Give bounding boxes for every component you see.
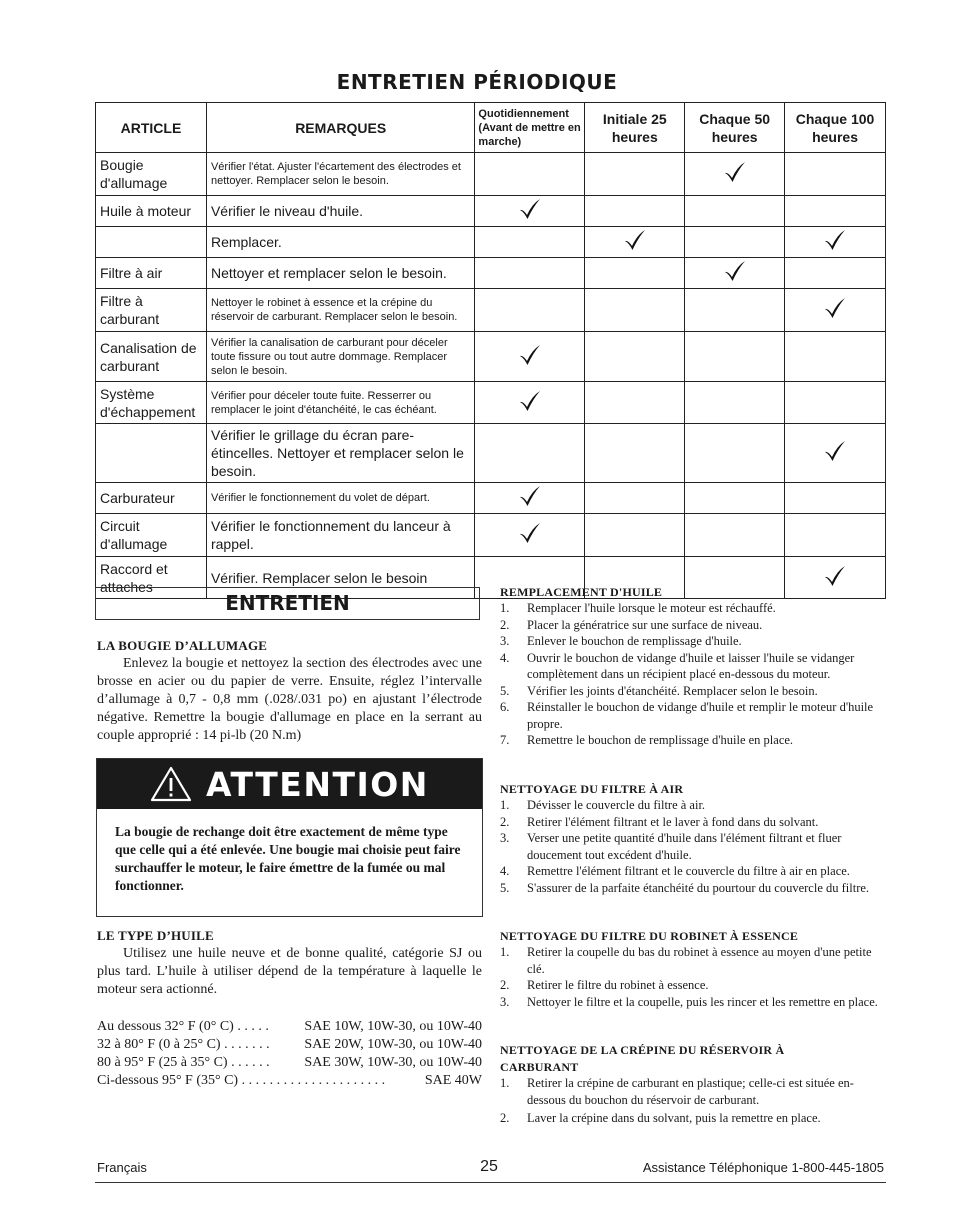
remark-cell: Vérifier le fonctionnement du lanceur à rappel.	[206, 514, 474, 557]
header-quotidiennement: Quotidiennement (Avant de mettre en marche)	[475, 103, 585, 153]
air-filter-steps	[500, 797, 886, 896]
remark-cell: Vérifier le grillage du écran pare-étincelles. Nettoyer et remplacer selon le besoin.	[206, 424, 474, 483]
step-text: Retirer la coupelle du bas du robinet à essence au moyen d'une petite clé.	[527, 945, 872, 976]
interval-cell	[685, 227, 785, 258]
oil-row	[97, 1072, 482, 1090]
header-initiale: Initiale 25 heures	[585, 103, 685, 153]
interval-cell	[685, 153, 785, 196]
oil-temp	[97, 1018, 269, 1036]
fuel-filter-heading: NETTOYAGE DU FILTRE DU ROBINET À ESSENCE	[500, 929, 799, 943]
interval-cell	[685, 258, 785, 289]
table-row	[96, 196, 886, 227]
step-text: Remettre le bouchon de remplissage d'huile en place.	[527, 733, 794, 747]
interval-cell	[785, 153, 886, 196]
header-100-heures: Chaque 100 heures	[785, 103, 886, 153]
interval-cell	[785, 196, 886, 227]
interval-cell	[475, 332, 585, 382]
interval-cell	[475, 227, 585, 258]
list-item: 3. Enlever le bouchon de remplissage d'huile.	[500, 633, 886, 650]
oil-grade: SAE 40W	[424, 1073, 482, 1088]
oil-temperature-table	[97, 1018, 482, 1090]
table-row	[96, 514, 886, 557]
remark-cell: Nettoyer le robinet à essence et la crépine du réservoir de carburant. Remplacer selon le besoin.	[206, 289, 474, 332]
oil-type-heading: LE TYPE D’HUILE	[97, 928, 214, 943]
interval-cell	[585, 258, 685, 289]
interval-cell	[585, 514, 685, 557]
interval-cell	[475, 514, 585, 557]
checkmark-icon	[723, 161, 747, 183]
article-cell: Bougie d'allumage	[96, 153, 207, 196]
remark-cell: Vérifier le fonctionnement du volet de départ.	[206, 483, 474, 514]
step-text: Retirer le filtre du robinet à essence.	[527, 978, 709, 992]
remark-cell: Vérifier l'état. Ajuster l'écartement des électrodes et nettoyer. Remplacer selon le besoin.	[206, 153, 474, 196]
air-filter-heading: NETTOYAGE DU FILTRE À AIR	[500, 782, 684, 796]
entretien-heading: ENTRETIEN	[95, 587, 480, 620]
remark-cell: Vérifier. Remplacer selon le besoin	[206, 557, 474, 599]
remark-cell: Vérifier le niveau d'huile.	[206, 196, 474, 227]
header-50-heures: Chaque 50 heures	[685, 103, 785, 153]
article-cell	[96, 424, 207, 483]
fuel-filter-steps	[500, 944, 886, 1010]
interval-cell	[785, 289, 886, 332]
article-cell: Carburateur	[96, 483, 207, 514]
list-item: 2. Retirer l'élément filtrant et le laver à fond dans du solvant.	[500, 814, 886, 831]
interval-cell	[585, 227, 685, 258]
list-item: 1. Retirer la crépine de carburant en plastique; celle-ci est située en-dessous du bouchon du réservoir de carburant.	[500, 1075, 886, 1108]
interval-cell	[475, 289, 585, 332]
interval-cell	[785, 332, 886, 382]
interval-cell	[785, 258, 886, 289]
step-text: Remplacer l'huile lorsque le moteur est réchauffé.	[527, 601, 776, 615]
list-item: 1. Remplacer l'huile lorsque le moteur est réchauffé.	[500, 600, 886, 617]
oil-temp-label: 32 à 80° F (0 à 25° C)	[97, 1037, 221, 1052]
step-text: Placer la génératrice sur une surface de niveau.	[527, 617, 763, 632]
step-text: Retirer l'élément filtrant et le laver à fond dans du solvant.	[527, 814, 819, 829]
header-remarques: REMARQUES	[206, 103, 474, 153]
remark-cell: Nettoyer et remplacer selon le besoin.	[206, 258, 474, 289]
oil-row	[97, 1018, 482, 1036]
interval-cell	[585, 289, 685, 332]
checkmark-icon	[823, 229, 847, 251]
oil-grade: SAE 10W, 10W-30, ou 10W-40	[304, 1019, 482, 1034]
maintenance-schedule-table	[95, 102, 886, 599]
list-item: 5. Vérifier les joints d'étanchéité. Remplacer selon le besoin.	[500, 683, 886, 700]
list-item: 4. Ouvrir le bouchon de vidange d'huile et laisser l'huile se vidanger complètement dans un récipient placé en-dessous du moteur.	[500, 650, 886, 683]
table-row	[96, 483, 886, 514]
table-row	[96, 424, 886, 483]
step-text: Nettoyer le filtre et la coupelle, puis les rincer et les remettre en place.	[527, 994, 878, 1009]
list-item: 2. Laver la crépine dans du solvant, puis la remettre en place.	[500, 1110, 886, 1127]
list-item: 2. Placer la génératrice sur une surface de niveau.	[500, 617, 886, 634]
interval-cell	[475, 196, 585, 227]
article-cell: Huile à moteur	[96, 196, 207, 227]
oil-grade: SAE 20W, 10W-30, ou 10W-40	[304, 1037, 482, 1052]
interval-cell	[475, 483, 585, 514]
interval-cell	[585, 483, 685, 514]
step-text: Dévisser le couvercle du filtre à air.	[527, 798, 706, 812]
list-item: 7. Remettre le bouchon de remplissage d'huile en place.	[500, 732, 886, 749]
oil-leader-dots: . . . . .	[237, 1019, 269, 1034]
interval-cell	[785, 227, 886, 258]
oil-type-text: Utilisez une huile neuve et de bonne qualité, catégorie SJ ou plus tard. L’huile à utiliser dépend de la température à laquelle le moteur sera actionné.	[97, 946, 482, 997]
interval-cell	[685, 424, 785, 483]
step-text: Remettre l'élément filtrant et le couvercle du filtre à air en place.	[527, 864, 850, 878]
article-cell: Circuit d'allumage	[96, 514, 207, 557]
oil-temp-label: Au dessous 32° F (0° C)	[97, 1019, 234, 1034]
warning-triangle-icon	[150, 766, 192, 802]
table-row	[96, 227, 886, 258]
interval-cell	[585, 382, 685, 424]
article-cell	[96, 227, 207, 258]
list-item: 5. S'assurer de la parfaite étanchéité du pourtour du couvercle du filtre.	[500, 880, 886, 897]
checkmark-icon	[623, 229, 647, 251]
interval-cell	[585, 153, 685, 196]
oil-temp-label: 80 à 95° F (25 à 35° C)	[97, 1055, 228, 1070]
remark-cell: Vérifier pour déceler toute fuite. Resserrer ou remplacer le joint d'étanchéité, le cas échéant.	[206, 382, 474, 424]
strainer-heading: NETTOYAGE DE LA CRÉPINE DU RÉSERVOIR À CARBURANT	[500, 1043, 785, 1074]
table-row	[96, 258, 886, 289]
step-text: Retirer la crépine de carburant en plastique; celle-ci est située en-dessous du bouchon du réservoir de carburant.	[527, 1076, 854, 1107]
remark-cell: Remplacer.	[206, 227, 474, 258]
checkmark-icon	[518, 198, 542, 220]
table-header-row	[96, 103, 886, 153]
checkmark-icon	[518, 522, 542, 544]
interval-cell	[585, 332, 685, 382]
list-item: 3. Nettoyer le filtre et la coupelle, puis les rincer et les remettre en place.	[500, 994, 886, 1011]
interval-cell	[785, 514, 886, 557]
article-cell: Filtre à air	[96, 258, 207, 289]
page-number: 25	[480, 1158, 498, 1175]
attention-word: ATTENTION	[206, 764, 429, 804]
article-cell: Système d'échappement	[96, 382, 207, 424]
oil-change-heading: REMPLACEMENT D'HUILE	[500, 585, 663, 599]
checkmark-icon	[518, 344, 542, 366]
checkmark-icon	[823, 297, 847, 319]
table-row	[96, 289, 886, 332]
checkmark-icon	[823, 440, 847, 462]
footer-language: Français	[97, 1160, 147, 1175]
spark-plug-text: Enlevez la bougie et nettoyez la section des électrodes avec une brosse en acier ou du papier de verre. Ensuite, réglez l’intervalle d’allumage à 0,7 - 0,8 mm (.028/.031 po) en ajustant l’électrode négative. Remettre la bougie d'allumage en place en la serrant au couple approprié : 14 pi-lb (20 N.m)	[97, 656, 482, 743]
interval-cell	[475, 382, 585, 424]
oil-temp	[97, 1054, 270, 1072]
page-title: ENTRETIEN PÉRIODIQUE	[336, 70, 618, 94]
interval-cell	[585, 424, 685, 483]
article-cell: Filtre à carburant	[96, 289, 207, 332]
interval-cell	[585, 196, 685, 227]
footer-divider	[95, 1182, 886, 1183]
interval-cell	[785, 424, 886, 483]
interval-cell	[685, 289, 785, 332]
interval-cell	[685, 332, 785, 382]
checkmark-icon	[723, 260, 747, 282]
step-text: Ouvrir le bouchon de vidange d'huile et laisser l'huile se vidanger complètement dans un récipient placé en-dessous du moteur.	[527, 650, 855, 681]
oil-leader-dots: . . . . . . . . . . . . . . . . . . . . .	[241, 1073, 386, 1088]
article-cell: Raccord et attaches	[96, 557, 207, 599]
step-text: Vérifier les joints d'étanchéité. Remplacer selon le besoin.	[527, 683, 818, 698]
table-row	[96, 382, 886, 424]
list-item: 1. Retirer la coupelle du bas du robinet à essence au moyen d'une petite clé.	[500, 944, 886, 977]
list-item: 4. Remettre l'élément filtrant et le couvercle du filtre à air en place.	[500, 863, 886, 880]
interval-cell	[685, 514, 785, 557]
remark-cell: Vérifier la canalisation de carburant pour déceler toute fissure ou tout autre dommage. Remplacer selon le besoin.	[206, 332, 474, 382]
oil-temp	[97, 1072, 385, 1090]
list-item: 3. Verser une petite quantité d'huile dans l'élément filtrant et fluer doucement tout excédent d'huile.	[500, 830, 886, 863]
footer-support-phone: Assistance Téléphonique 1-800-445-1805	[642, 1160, 884, 1175]
step-text: Réinstaller le bouchon de vidange d'huile et remplir le moteur d'huile propre.	[527, 700, 874, 731]
interval-cell	[475, 153, 585, 196]
interval-cell	[685, 382, 785, 424]
attention-box	[96, 758, 483, 917]
checkmark-icon	[518, 390, 542, 412]
step-text: S'assurer de la parfaite étanchéité du pourtour du couvercle du filtre.	[527, 880, 870, 895]
interval-cell	[785, 483, 886, 514]
attention-banner	[97, 759, 482, 809]
oil-temp	[97, 1036, 270, 1054]
list-item: 1. Dévisser le couvercle du filtre à air.	[500, 797, 886, 814]
article-cell: Canalisation de carburant	[96, 332, 207, 382]
table-row	[96, 153, 886, 196]
spark-plug-heading: LA BOUGIE D’ALLUMAGE	[97, 638, 268, 653]
oil-grade: SAE 30W, 10W-30, ou 10W-40	[304, 1055, 482, 1070]
oil-row	[97, 1036, 482, 1054]
interval-cell	[475, 258, 585, 289]
attention-text: La bougie de rechange doit être exactement de même type que celle qui a été enlevée. Une bougie mai choisie peut faire surchauffer le moteur, le faire émettre de la fumée ou mal fonctionner.	[115, 824, 461, 893]
interval-cell	[785, 382, 886, 424]
step-text: Enlever le bouchon de remplissage d'huile.	[527, 634, 742, 648]
oil-row	[97, 1054, 482, 1072]
oil-change-steps	[500, 600, 886, 749]
oil-leader-dots: . . . . . . .	[224, 1037, 270, 1052]
checkmark-icon	[518, 485, 542, 507]
oil-leader-dots: . . . . . .	[231, 1055, 270, 1070]
interval-cell	[475, 424, 585, 483]
list-item: 2. Retirer le filtre du robinet à essence.	[500, 977, 886, 994]
strainer-steps	[500, 1075, 886, 1127]
header-article: ARTICLE	[96, 103, 207, 153]
oil-temp-label: Ci-dessous 95° F (35° C)	[97, 1073, 239, 1088]
interval-cell	[685, 196, 785, 227]
table-row	[96, 332, 886, 382]
interval-cell	[685, 483, 785, 514]
step-text: Verser une petite quantité d'huile dans l'élément filtrant et fluer doucement tout excédent d'huile.	[527, 831, 842, 862]
step-text: Laver la crépine dans du solvant, puis la remettre en place.	[527, 1111, 821, 1125]
list-item: 6. Réinstaller le bouchon de vidange d'huile et remplir le moteur d'huile propre.	[500, 699, 886, 732]
